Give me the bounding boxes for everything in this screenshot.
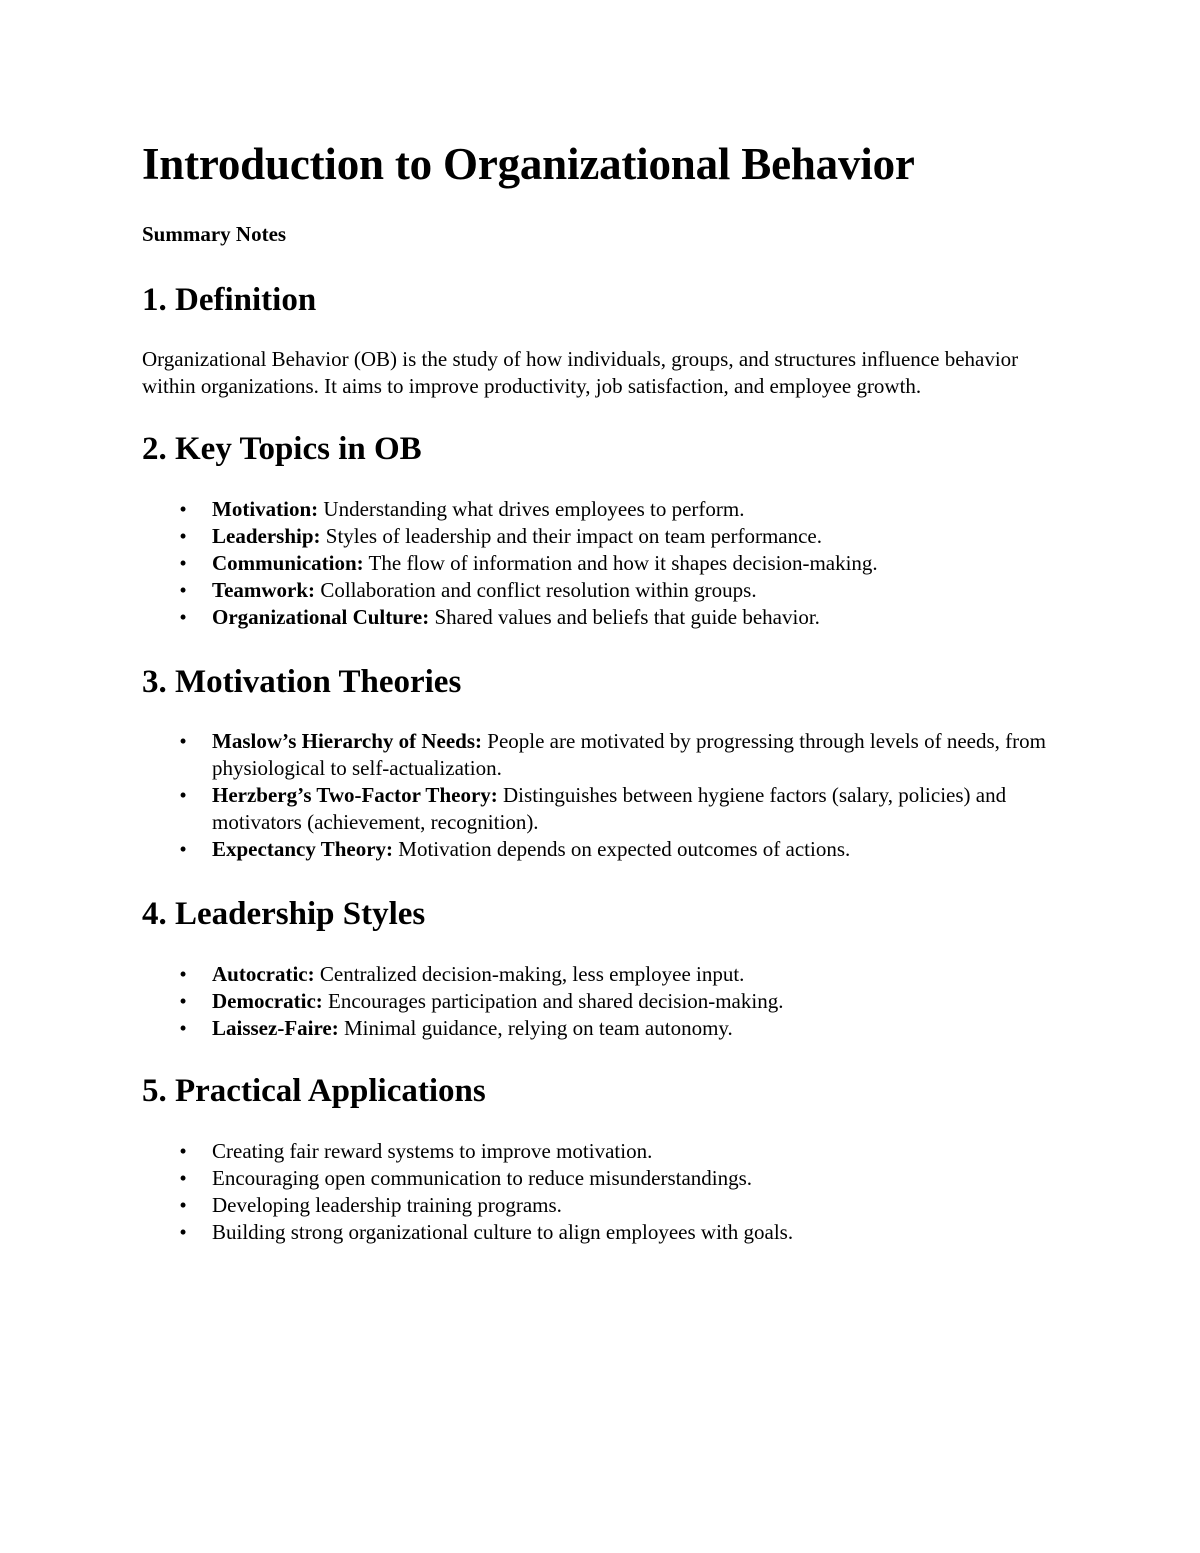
list-item [142,836,1062,863]
bullet-icon: • [179,962,187,987]
document-title: Introduction to Organizational Behavior [142,139,915,189]
list-item-term: Teamwork: [212,577,316,602]
list-item-text: Encouraging open communication to reduce misunderstandings. [212,1165,753,1190]
bullet-icon: • [179,1192,187,1217]
list-item [142,728,1062,782]
key-topics-list [142,496,1062,631]
list-item-text: Centralized decision-making, less employee input. [314,962,745,987]
practical-applications-list [142,1138,1062,1246]
list-item [142,1015,1062,1042]
bullet-icon: • [179,783,187,808]
bullet-icon: • [179,550,187,575]
list-item [142,1138,1062,1165]
list-item-text: Minimal guidance, relying on team autonomy. [338,1016,733,1041]
list-item [142,523,1062,550]
list-item-term: Motivation: [212,496,319,521]
definition-paragraph: Organizational Behavior (OB) is the study of how individuals, groups, and structures influence behavior within organizations. It aims to improve productivity, job satisfaction, and employee growth. [142,347,1019,399]
list-item-term: Herzberg’s Two-Factor Theory: [212,783,498,808]
bullet-icon: • [179,1016,187,1041]
bullet-icon: • [179,729,187,754]
bullet-icon: • [179,1219,187,1244]
bullet-icon: • [179,523,187,548]
list-item-term: Laissez-Faire: [212,1016,339,1041]
list-item [142,604,1062,631]
bullet-icon: • [179,1138,187,1163]
list-item [142,1192,1062,1219]
list-item-text: Building strong organizational culture to align employees with goals. [212,1219,794,1244]
list-item-term: Maslow’s Hierarchy of Needs: [212,729,483,754]
list-item [142,1165,1062,1192]
list-item [142,988,1062,1015]
leadership-styles-list [142,961,1062,1042]
list-item [142,961,1062,988]
section-heading-practical-applications: 5. Practical Applications [142,1073,486,1110]
list-item-term: Organizational Culture: [212,604,430,629]
bullet-icon: • [179,577,187,602]
list-item-term: Autocratic: [212,962,315,987]
list-item-term: Leadership: [212,523,321,548]
list-item [142,577,1062,604]
list-item-text: Creating fair reward systems to improve motivation. [212,1138,653,1163]
bullet-icon: • [179,837,187,862]
section-heading-leadership-styles: 4. Leadership Styles [142,896,426,933]
list-item-text: Developing leadership training programs. [212,1192,562,1217]
section-heading-definition: 1. Definition [142,281,317,318]
list-item [142,496,1062,523]
list-item-text: Collaboration and conflict resolution within groups. [315,577,757,602]
list-item-text: Shared values and beliefs that guide behavior. [429,604,820,629]
bullet-icon: • [179,1165,187,1190]
list-item [142,550,1062,577]
bullet-icon: • [179,604,187,629]
list-item-text: Encourages participation and shared decision-making. [322,989,784,1014]
section-heading-key-topics: 2. Key Topics in OB [142,431,422,468]
list-item [142,1219,1062,1246]
section-heading-motivation-theories: 3. Motivation Theories [142,663,462,700]
document-subtitle: Summary Notes [142,221,287,246]
list-item-text: People are motivated by progressing through levels of needs, from physiological to self-actualization. [212,729,1046,781]
list-item-text: Styles of leadership and their impact on team performance. [320,523,823,548]
motivation-theories-list [142,728,1062,863]
list-item-text: Understanding what drives employees to perform. [318,496,745,521]
bullet-icon: • [179,496,187,521]
list-item [142,782,1062,836]
list-item-term: Expectancy Theory: [212,837,394,862]
list-item-text: Motivation depends on expected outcomes of actions. [393,837,851,862]
list-item-text: Distinguishes between hygiene factors (salary, policies) and motivators (achievement, recognition). [212,783,1007,835]
bullet-icon: • [179,989,187,1014]
list-item-term: Communication: [212,550,364,575]
list-item-term: Democratic: [212,989,323,1014]
document-body [142,140,1062,1246]
list-item-text: The flow of information and how it shapes decision-making. [363,550,878,575]
